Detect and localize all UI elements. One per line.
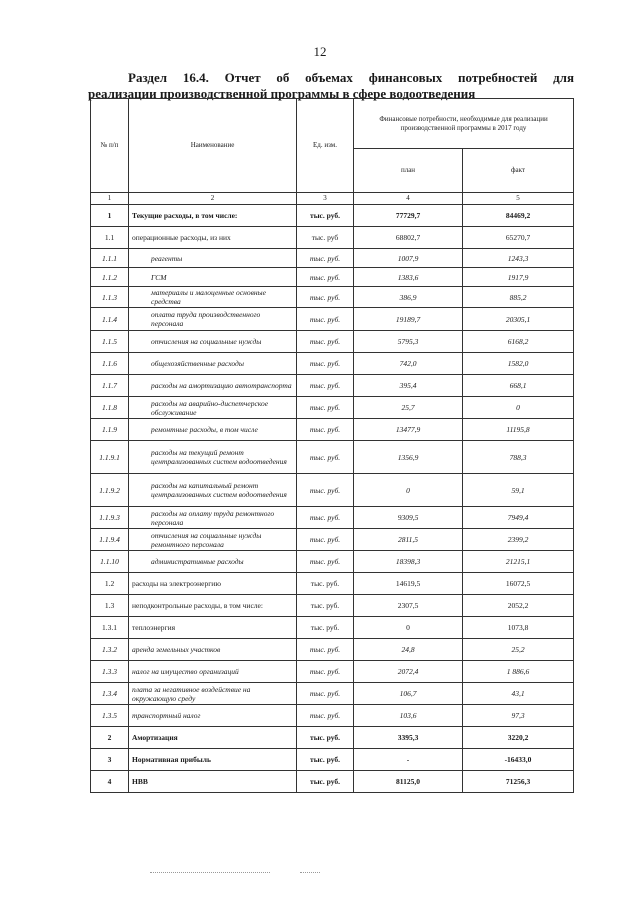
colnum-3: 3 xyxy=(297,193,354,205)
row-plan: 9309,5 xyxy=(354,507,463,529)
table-row xyxy=(91,639,574,661)
row-plan: 68802,7 xyxy=(354,227,463,249)
table-row xyxy=(91,353,574,375)
row-unit: тыс. руб. xyxy=(297,661,354,683)
table-row xyxy=(91,249,574,268)
table-row xyxy=(91,205,574,227)
row-unit: тыс. руб. xyxy=(297,268,354,287)
row-fact: 0 xyxy=(463,397,574,419)
row-unit: тыс. руб. xyxy=(297,474,354,507)
row-unit: тыс. руб. xyxy=(297,595,354,617)
table-row xyxy=(91,474,574,507)
colnum-1: 1 xyxy=(91,193,129,205)
row-name: отчисления на социальные нужды ремонтного персонала xyxy=(129,529,297,551)
row-plan: 1356,9 xyxy=(354,441,463,474)
row-fact: 2399,2 xyxy=(463,529,574,551)
row-plan: 2307,5 xyxy=(354,595,463,617)
row-name: расходы на текущий ремонт централизованных систем водоотведения xyxy=(129,441,297,474)
row-num: 1.1.2 xyxy=(91,268,129,287)
row-unit: тыс. руб. xyxy=(297,205,354,227)
row-num: 1.1.9.3 xyxy=(91,507,129,529)
row-unit: тыс. руб. xyxy=(297,353,354,375)
row-unit: тыс. руб. xyxy=(297,331,354,353)
row-name: расходы на аварийно-диспетчерское обслуживание xyxy=(129,397,297,419)
table-row xyxy=(91,573,574,595)
table-row xyxy=(91,705,574,727)
row-fact: 16072,5 xyxy=(463,573,574,595)
row-num: 1.3.5 xyxy=(91,705,129,727)
row-unit: тыс. руб. xyxy=(297,529,354,551)
table-row xyxy=(91,419,574,441)
row-name: Амортизация xyxy=(129,727,297,749)
row-fact: 1073,8 xyxy=(463,617,574,639)
table-row xyxy=(91,268,574,287)
row-fact: 25,2 xyxy=(463,639,574,661)
row-fact: 2052,2 xyxy=(463,595,574,617)
header-num: № п/п xyxy=(91,99,129,193)
row-name: расходы на оплату труда ремонтного персонала xyxy=(129,507,297,529)
row-unit: тыс. руб. xyxy=(297,749,354,771)
row-fact: 7949,4 xyxy=(463,507,574,529)
table-row xyxy=(91,661,574,683)
column-number-row xyxy=(91,193,574,205)
row-num: 2 xyxy=(91,727,129,749)
row-num: 1.3.1 xyxy=(91,617,129,639)
row-plan: 14619,5 xyxy=(354,573,463,595)
row-num: 1.1.1 xyxy=(91,249,129,268)
row-plan: 742,0 xyxy=(354,353,463,375)
colnum-2: 2 xyxy=(129,193,297,205)
section-title-line2: реализации производственной программы в сфере водоотведения xyxy=(88,86,476,101)
table-row xyxy=(91,771,574,793)
row-unit: тыс. руб. xyxy=(297,771,354,793)
row-fact: 97,3 xyxy=(463,705,574,727)
row-plan: - xyxy=(354,749,463,771)
table-header-row xyxy=(91,99,574,149)
row-name: отчисления на социальные нужды xyxy=(129,331,297,353)
row-num: 4 xyxy=(91,771,129,793)
row-num: 1.1 xyxy=(91,227,129,249)
row-num: 1.3 xyxy=(91,595,129,617)
row-plan: 1007,9 xyxy=(354,249,463,268)
row-num: 1.2 xyxy=(91,573,129,595)
row-plan: 1383,6 xyxy=(354,268,463,287)
row-plan: 103,6 xyxy=(354,705,463,727)
table-row xyxy=(91,308,574,331)
row-unit: тыс. руб. xyxy=(297,287,354,308)
header-name: Наименование xyxy=(129,99,297,193)
section-title-line1: Раздел 16.4. Отчет об объемах финансовых потребностей для xyxy=(128,70,574,85)
footer-mark-2 xyxy=(300,872,320,873)
row-num: 1.1.6 xyxy=(91,353,129,375)
row-num: 1.1.8 xyxy=(91,397,129,419)
row-name: НВВ xyxy=(129,771,297,793)
row-name: аренда земельных участков xyxy=(129,639,297,661)
row-name: транспортный налог xyxy=(129,705,297,727)
table-row xyxy=(91,441,574,474)
row-name: материалы и малоценные основные средства xyxy=(129,287,297,308)
row-unit: тыс. руб. xyxy=(297,617,354,639)
table-row xyxy=(91,287,574,308)
colnum-5: 5 xyxy=(463,193,574,205)
row-unit: тыс. руб. xyxy=(297,507,354,529)
row-unit: тыс. руб. xyxy=(297,397,354,419)
row-fact: 885,2 xyxy=(463,287,574,308)
row-plan: 386,9 xyxy=(354,287,463,308)
row-fact: 84469,2 xyxy=(463,205,574,227)
row-fact: 43,1 xyxy=(463,683,574,705)
row-name: административные расходы xyxy=(129,551,297,573)
row-plan: 2811,5 xyxy=(354,529,463,551)
row-num: 1.3.3 xyxy=(91,661,129,683)
row-unit: тыс. руб. xyxy=(297,705,354,727)
row-unit: тыс. руб. xyxy=(297,551,354,573)
row-plan: 18398,3 xyxy=(354,551,463,573)
row-name: расходы на капитальный ремонт централизованных систем водоотведения xyxy=(129,474,297,507)
row-name: ГСМ xyxy=(129,268,297,287)
row-fact: 1917,9 xyxy=(463,268,574,287)
row-plan: 395,4 xyxy=(354,375,463,397)
row-fact: -16433,0 xyxy=(463,749,574,771)
row-unit: тыс. руб. xyxy=(297,249,354,268)
row-num: 1.1.4 xyxy=(91,308,129,331)
colnum-4: 4 xyxy=(354,193,463,205)
page-number: 12 xyxy=(313,44,327,59)
table-row xyxy=(91,595,574,617)
row-fact: 71256,3 xyxy=(463,771,574,793)
row-num: 1.1.7 xyxy=(91,375,129,397)
row-plan: 25,7 xyxy=(354,397,463,419)
table-row xyxy=(91,227,574,249)
row-unit: тыс. руб xyxy=(297,227,354,249)
row-plan: 19189,7 xyxy=(354,308,463,331)
row-fact: 20305,1 xyxy=(463,308,574,331)
header-needs: Финансовые потребности, необходимые для реализации производственной программы в 2017 году xyxy=(354,99,574,149)
table-row xyxy=(91,617,574,639)
row-num: 1.1.9.1 xyxy=(91,441,129,474)
row-unit: тыс. руб. xyxy=(297,308,354,331)
row-plan: 0 xyxy=(354,474,463,507)
row-unit: тыс. руб. xyxy=(297,419,354,441)
table-row xyxy=(91,529,574,551)
row-fact: 3220,2 xyxy=(463,727,574,749)
footer-mark xyxy=(150,872,270,873)
row-fact: 1 886,6 xyxy=(463,661,574,683)
table-row xyxy=(91,331,574,353)
row-name: Текущие расходы, в том числе: xyxy=(129,205,297,227)
row-num: 1.1.10 xyxy=(91,551,129,573)
row-num: 1.1.9.2 xyxy=(91,474,129,507)
row-plan: 81125,0 xyxy=(354,771,463,793)
row-name: неподконтрольные расходы, в том числе: xyxy=(129,595,297,617)
row-plan: 77729,7 xyxy=(354,205,463,227)
row-num: 1.1.9.4 xyxy=(91,529,129,551)
row-name: расходы на электроэнергию xyxy=(129,573,297,595)
row-plan: 2072,4 xyxy=(354,661,463,683)
header-unit: Ед. изм. xyxy=(297,99,354,193)
row-name: налог на имущество организаций xyxy=(129,661,297,683)
row-num: 1.3.2 xyxy=(91,639,129,661)
row-plan: 106,7 xyxy=(354,683,463,705)
row-name: теплоэнергия xyxy=(129,617,297,639)
row-name: расходы на амортизацию автотранспорта xyxy=(129,375,297,397)
row-name: общехозяйственные расходы xyxy=(129,353,297,375)
financial-needs-table xyxy=(90,98,574,793)
row-name: операционные расходы, из них xyxy=(129,227,297,249)
row-name: плата за негативное воздействие на окружающую среду xyxy=(129,683,297,705)
row-fact: 668,1 xyxy=(463,375,574,397)
header-fact: факт xyxy=(463,149,574,193)
row-plan: 5795,3 xyxy=(354,331,463,353)
row-name: ремонтные расходы, в том числе xyxy=(129,419,297,441)
row-fact: 65270,7 xyxy=(463,227,574,249)
table-row xyxy=(91,749,574,771)
table-row xyxy=(91,375,574,397)
row-num: 1.1.3 xyxy=(91,287,129,308)
row-name: оплата труда производственного персонала xyxy=(129,308,297,331)
row-num: 1.1.5 xyxy=(91,331,129,353)
row-num: 3 xyxy=(91,749,129,771)
row-name: Нормативная прибыль xyxy=(129,749,297,771)
table-row xyxy=(91,551,574,573)
table-row xyxy=(91,397,574,419)
row-plan: 13477,9 xyxy=(354,419,463,441)
header-plan: план xyxy=(354,149,463,193)
row-fact: 6168,2 xyxy=(463,331,574,353)
row-unit: тыс. руб. xyxy=(297,375,354,397)
row-plan: 24,8 xyxy=(354,639,463,661)
row-unit: тыс. руб. xyxy=(297,639,354,661)
table-row xyxy=(91,683,574,705)
table-row xyxy=(91,507,574,529)
row-fact: 1243,3 xyxy=(463,249,574,268)
row-num: 1.3.4 xyxy=(91,683,129,705)
row-fact: 11195,8 xyxy=(463,419,574,441)
row-num: 1 xyxy=(91,205,129,227)
row-unit: тыс. руб. xyxy=(297,573,354,595)
row-unit: тыс. руб. xyxy=(297,683,354,705)
row-plan: 0 xyxy=(354,617,463,639)
row-fact: 59,1 xyxy=(463,474,574,507)
row-fact: 1582,0 xyxy=(463,353,574,375)
row-fact: 788,3 xyxy=(463,441,574,474)
row-num: 1.1.9 xyxy=(91,419,129,441)
row-plan: 3395,3 xyxy=(354,727,463,749)
row-name: реагенты xyxy=(129,249,297,268)
row-fact: 21215,1 xyxy=(463,551,574,573)
row-unit: тыс. руб. xyxy=(297,441,354,474)
row-unit: тыс. руб. xyxy=(297,727,354,749)
table-row xyxy=(91,727,574,749)
